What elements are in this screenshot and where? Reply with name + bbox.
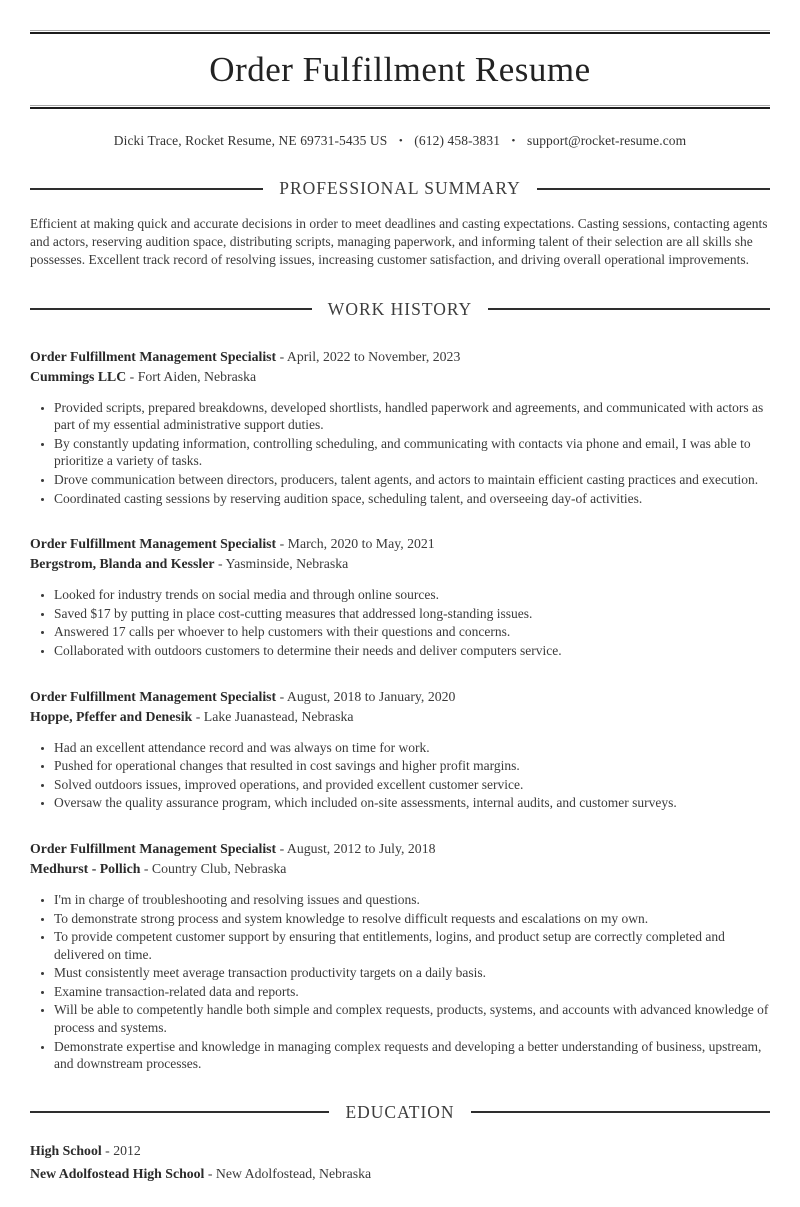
header-bottom-rule — [30, 105, 770, 109]
heading-rule-right — [488, 308, 770, 310]
job-company: Bergstrom, Blanda and Kessler — [30, 556, 215, 572]
job-company: Cummings LLC — [30, 368, 127, 384]
job-dates: April, 2022 to November, 2023 — [286, 348, 461, 364]
education-degree-line — [30, 1141, 770, 1161]
heading-rule-left — [30, 308, 312, 310]
heading-rule-left — [30, 1111, 329, 1113]
job-title: Order Fulfillment Management Specialist — [30, 688, 277, 704]
section-heading-professional-summary — [30, 178, 770, 199]
separator-dash: - — [279, 348, 285, 364]
education-school-line — [30, 1164, 770, 1184]
job-bullet: • By constantly updating information, controlling scheduling, and communicating with contacts via phone and email, I was able to prioritize a variety of tasks. — [54, 435, 770, 470]
section-heading-work-history — [30, 299, 770, 320]
job-bullet: • Answered 17 calls per whoever to help customers with their questions and concerns. — [54, 623, 770, 641]
separator-dash: - — [279, 688, 285, 704]
job-bullet: • Looked for industry trends on social media and through online sources. — [54, 586, 770, 604]
separator-dash: - — [129, 368, 135, 384]
rule-thick-line — [30, 107, 770, 109]
job-company-line — [30, 859, 770, 879]
job-company-line — [30, 707, 770, 727]
job-company: Medhurst - Pollich — [30, 860, 141, 876]
job-entry — [30, 839, 770, 1073]
job-bullet: • I'm in charge of troubleshooting and resolving issues and questions. — [54, 891, 770, 909]
heading-rule-right — [471, 1111, 770, 1113]
summary-paragraph: Efficient at making quick and accurate decisions in order to meet deadlines and casting expectations. Casting sessions, contacting agents and actors, reserving audition space, distributing scripts, managing paperwork, and informing talent of their selection are all skills she possesses. Excellent track record of resolving issues, increasing customer satisfaction, and driving overall operational improvements. — [30, 216, 768, 268]
contact-line — [30, 133, 770, 149]
job-bullet: • Drove communication between directors, producers, talent agents, and actors to maintain efficient casting practices and execution. — [54, 471, 770, 489]
job-dates: August, 2018 to January, 2020 — [286, 688, 456, 704]
heading-rule-left — [30, 188, 263, 190]
job-company-line — [30, 554, 770, 574]
education-year: 2012 — [113, 1142, 141, 1158]
job-bullet: • Collaborated with outdoors customers to determine their needs and deliver computers service. — [54, 642, 770, 660]
job-title: Order Fulfillment Management Specialist — [30, 536, 277, 552]
job-location: Country Club, Nebraska — [151, 860, 287, 876]
job-dates: August, 2012 to July, 2018 — [286, 840, 436, 856]
page-title: Order Fulfillment Resume — [209, 50, 591, 89]
section-title: PROFESSIONAL SUMMARY — [279, 178, 521, 198]
separator-dash: - — [279, 536, 285, 552]
job-bullet: • Examine transaction-related data and reports. — [54, 983, 770, 1001]
education-school: New Adolfostead High School — [30, 1165, 205, 1181]
rule-thin-line — [30, 30, 770, 31]
job-bullet: • Will be able to competently handle both simple and complex requests, products, systems, and accounts with advanced knowledge of process and systems. — [54, 1001, 770, 1036]
job-title: Order Fulfillment Management Specialist — [30, 348, 277, 364]
job-bullet: • Must consistently meet average transaction productivity targets on a daily basis. — [54, 964, 770, 982]
rule-thin-line — [30, 105, 770, 106]
job-entry — [30, 347, 770, 508]
job-title-line — [30, 534, 770, 554]
job-bullet: • Saved $17 by putting in place cost-cutting measures that addressed long-standing issues. — [54, 605, 770, 623]
separator-dash: - — [279, 840, 285, 856]
job-entry — [30, 687, 770, 812]
education-location: New Adolfostead, Nebraska — [215, 1165, 372, 1181]
separator-dash: - — [105, 1142, 110, 1158]
job-location: Fort Aiden, Nebraska — [137, 368, 257, 384]
job-company-line — [30, 367, 770, 387]
separator-dash: - — [195, 708, 201, 724]
job-bullet: • Demonstrate expertise and knowledge in managing complex requests and developing a better understanding of business, upstream, and downstream processes. — [54, 1038, 770, 1073]
contact-phone: (612) 458-3831 — [414, 133, 501, 148]
job-dates: March, 2020 to May, 2021 — [287, 536, 435, 552]
job-title-line — [30, 839, 770, 859]
job-bullet: • Oversaw the quality assurance program, which included on-site assessments, internal audits, and customer surveys. — [54, 794, 770, 812]
job-bullet-list — [30, 739, 770, 812]
job-bullet: • To demonstrate strong process and system knowledge to resolve difficult requests and escalations on my own. — [54, 910, 770, 928]
rule-thick-line — [30, 32, 770, 34]
section-heading-education — [30, 1102, 770, 1123]
job-company: Hoppe, Pfeffer and Denesik — [30, 708, 193, 724]
separator-dash: - — [207, 1165, 213, 1181]
section-title: WORK HISTORY — [327, 298, 473, 319]
education-entry — [30, 1141, 770, 1207]
separator-dash: - — [217, 556, 223, 572]
contact-separator-dot: • — [398, 135, 403, 147]
header-top-rule — [30, 30, 770, 34]
job-bullet: • Pushed for operational changes that resulted in cost savings and higher profit margins. — [54, 757, 770, 775]
heading-rule-right — [537, 188, 770, 190]
contact-address: Dicki Trace, Rocket Resume, NE 69731-5435 US — [113, 133, 388, 148]
education-degree: High School — [30, 1142, 102, 1158]
contact-separator-dot: • — [511, 135, 516, 147]
job-bullet-list — [30, 399, 770, 508]
job-bullet-list — [30, 586, 770, 659]
separator-dash: - — [143, 860, 149, 876]
job-bullet-list — [30, 891, 770, 1073]
resume-page — [0, 30, 800, 1207]
job-title: Order Fulfillment Management Specialist — [30, 840, 277, 856]
job-bullet: • Had an excellent attendance record and was always on time for work. — [54, 739, 770, 757]
job-title-line — [30, 347, 770, 367]
job-location: Lake Juanastead, Nebraska — [203, 708, 354, 724]
section-title: EDUCATION — [345, 1101, 455, 1122]
job-bullet: • Provided scripts, prepared breakdowns, developed shortlists, handled paperwork and agreements, and communicated with actors as part of my essential administrative support duties. — [54, 399, 770, 434]
job-entry — [30, 534, 770, 659]
job-bullet: • Solved outdoors issues, improved operations, and provided excellent customer service. — [54, 776, 770, 794]
job-title-line — [30, 687, 770, 707]
contact-email: support@rocket-resume.com — [526, 133, 687, 148]
job-location: Yasminside, Nebraska — [225, 556, 349, 572]
job-bullet: • To provide competent customer support by ensuring that entitlements, logins, and product setup are correctly completed and delivered on time. — [54, 928, 770, 963]
job-bullet: • Coordinated casting sessions by reserving audition space, scheduling talent, and overseeing day-of activities. — [54, 490, 770, 508]
